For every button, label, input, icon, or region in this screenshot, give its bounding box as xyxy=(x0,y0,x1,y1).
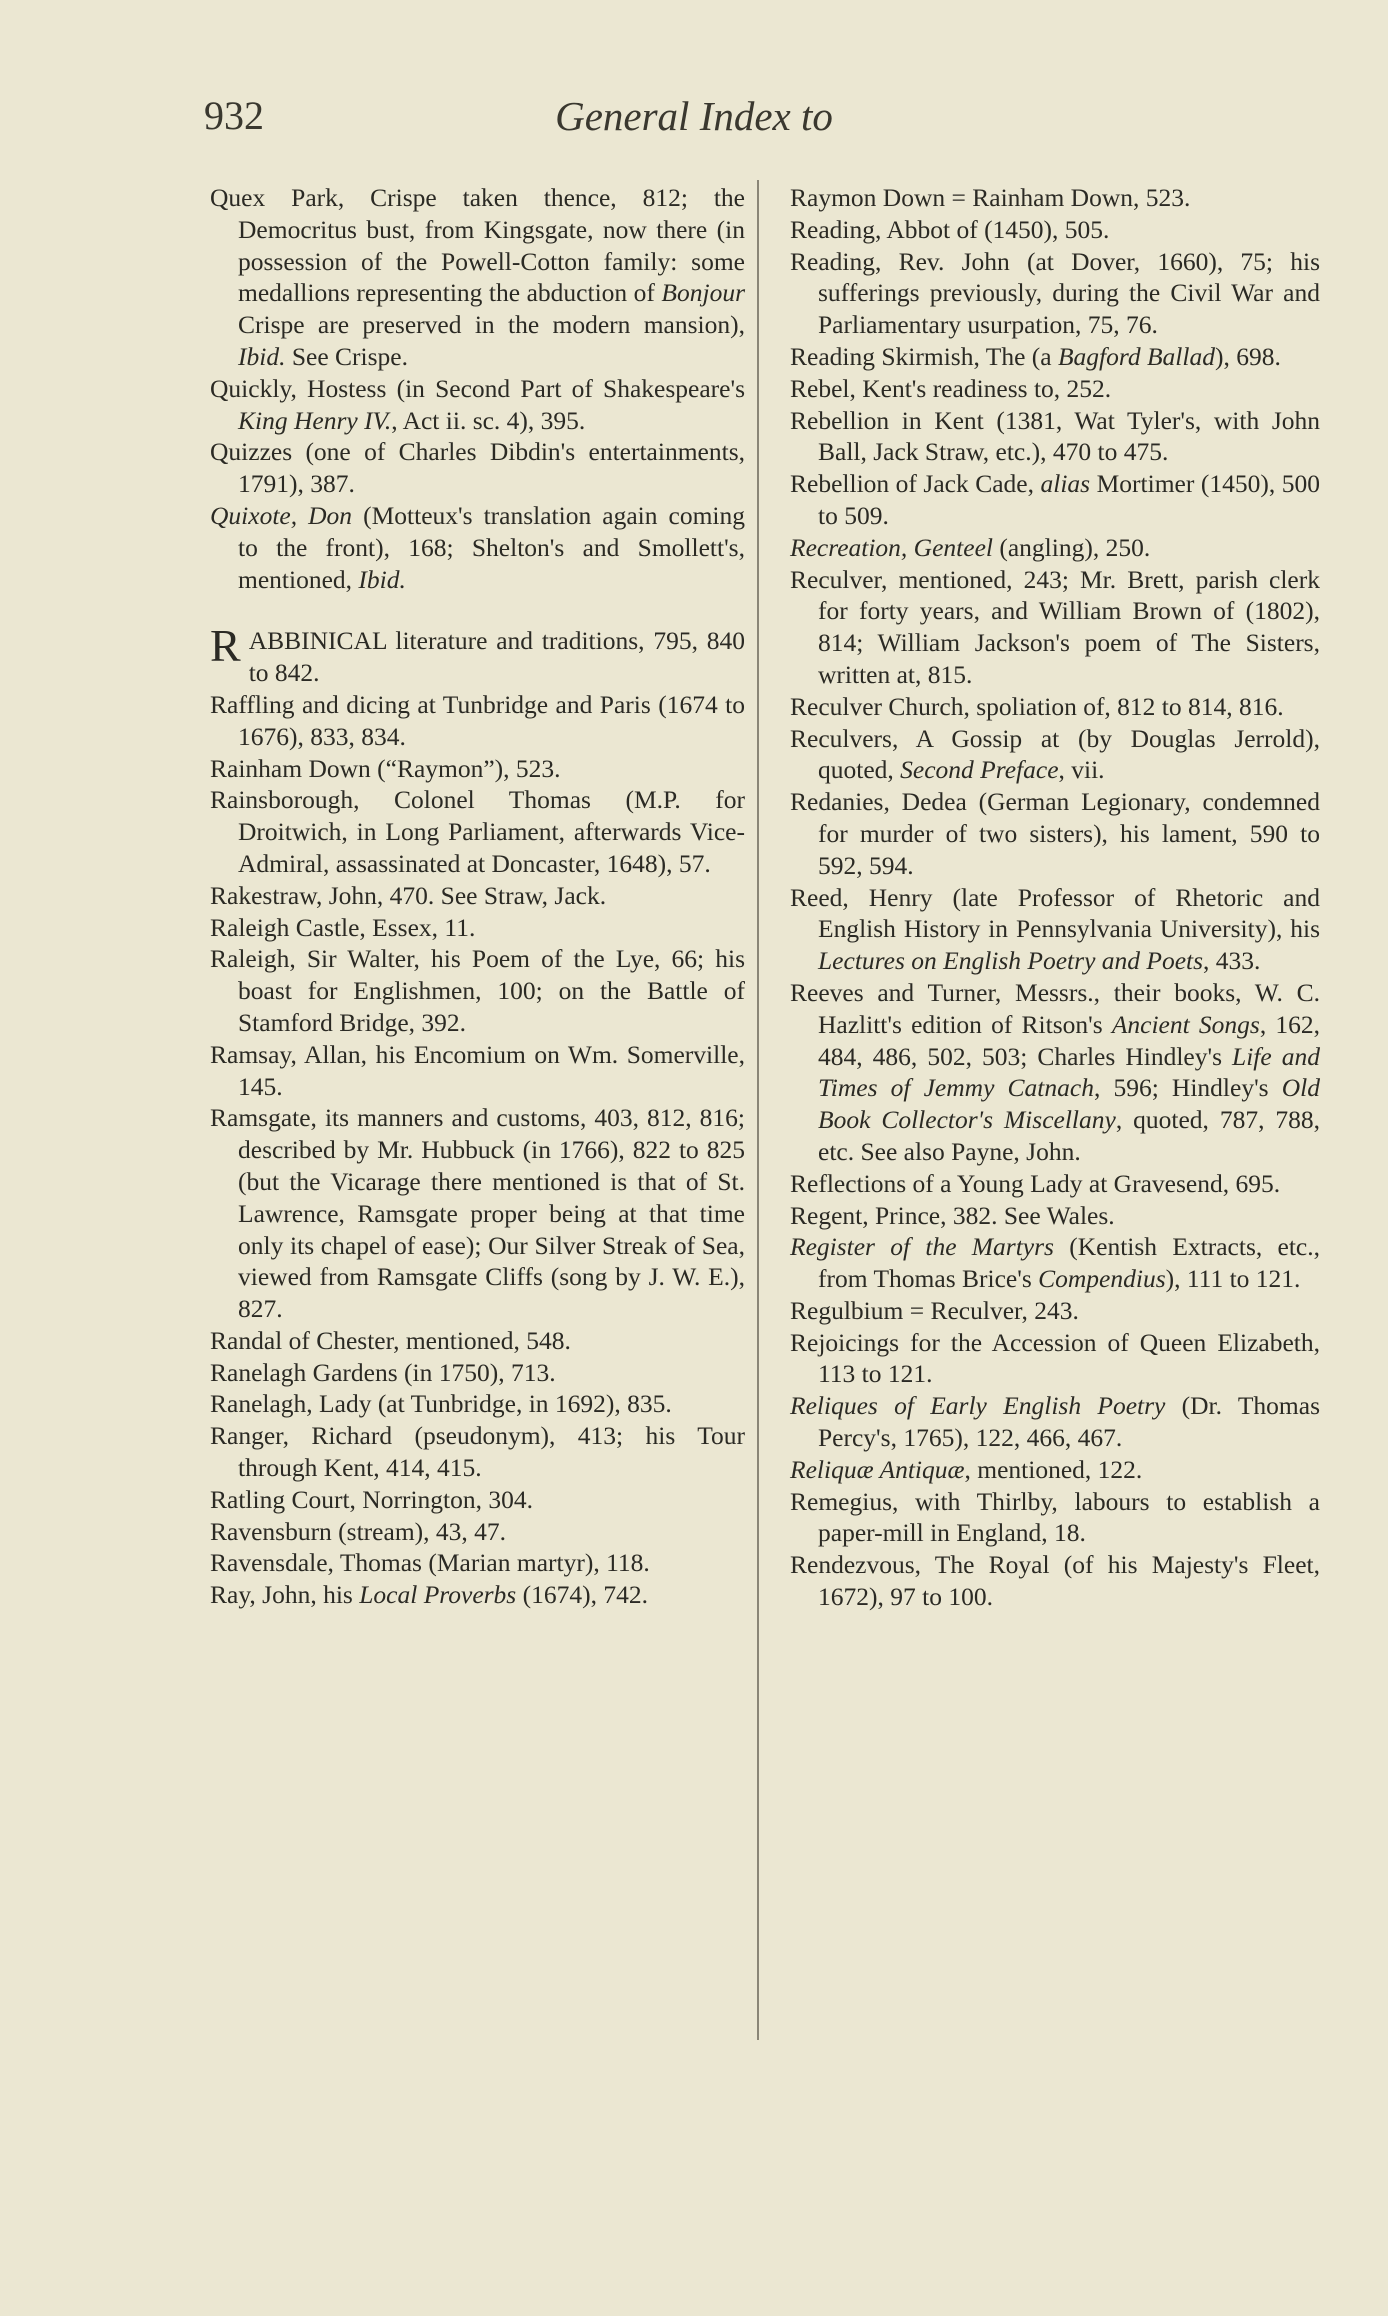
index-entry xyxy=(210,1325,745,1357)
index-entry xyxy=(210,943,745,1038)
entry-text: Reculver Church, spoliation of, 812 to 814, 816. xyxy=(790,691,1284,721)
entry-text: Regulbium = Reculver, 243. xyxy=(790,1295,1079,1325)
index-entry xyxy=(790,182,1320,214)
index-entry xyxy=(210,1039,745,1103)
entry-text: Mortimer (1450), 500 to 509. xyxy=(818,469,1320,530)
italic-title: Compendius xyxy=(1038,1264,1166,1294)
index-entry xyxy=(210,689,745,753)
index-entry xyxy=(790,532,1320,564)
entry-text: Raleigh, Sir Walter, his Poem of the Lye, 66; his boast for Englishmen, 100; on the Battle of Stamford Bridge, 392. xyxy=(210,944,745,1037)
entry-text: ), 698. xyxy=(1214,341,1281,371)
italic-title: Reliquæ Antiquæ xyxy=(790,1454,965,1484)
index-entry xyxy=(210,1388,745,1420)
index-entry xyxy=(790,977,1320,1168)
index-entry xyxy=(790,1168,1320,1200)
entry-text: (angling), 250. xyxy=(992,532,1151,562)
entry-text: Ramsgate, its manners and customs, 403, 812, 816; described by Mr. Hubbuck (in 1766), 822 to 825 (but the Vicarage there mentioned is that of St. Lawrence, Ramsgate proper being at that time only its chapel of ease); Our Silver Streak of Sea, viewed from Ramsgate Cliffs (song by J. W. E.), 827. xyxy=(210,1103,745,1324)
page-number: 932 xyxy=(204,93,264,138)
index-entry xyxy=(790,1231,1320,1295)
italic-title: King Henry IV. xyxy=(238,405,392,435)
index-column-left xyxy=(210,182,745,1611)
entry-text: Crispe are preserved in the modern mansion), xyxy=(238,310,745,340)
running-title: General Index to xyxy=(555,93,833,139)
index-entry xyxy=(210,500,745,595)
entry-text: Regent, Prince, 382. See Wales. xyxy=(790,1200,1115,1230)
entry-text: Raleigh Castle, Essex, 11. xyxy=(210,912,476,942)
entry-text: Reed, Henry (late Professor of Rhetoric and English History in Pennsylvania University), his xyxy=(790,882,1320,944)
entry-text: Ratling Court, Norrington, 304. xyxy=(210,1484,533,1514)
italic-title: Lectures on English Poetry and Poets xyxy=(818,946,1204,976)
italic-title: Register of the Martyrs xyxy=(790,1232,1054,1262)
entry-text: Reculvers, A Gossip at (by Douglas Jerrold), quoted, xyxy=(790,723,1320,785)
entry-text: Rebel, Kent's readiness to, 252. xyxy=(790,373,1112,403)
index-entry xyxy=(210,1484,745,1516)
index-entry xyxy=(790,564,1320,691)
entry-text: , mentioned, 122. xyxy=(964,1454,1143,1484)
index-entry xyxy=(210,1357,745,1389)
italic-title: Quixote, Don xyxy=(210,500,353,530)
entry-text: Rakestraw, John, 470. See Straw, Jack. xyxy=(210,880,607,910)
entry-text: Reading, Rev. John (at Dover, 1660), 75; his sufferings previously, during the Civil War and Parliamentary usurpation, 75, 76. xyxy=(790,246,1320,340)
entry-text: Raffling and dicing at Tunbridge and Paris (1674 to 1676), 833, 834. xyxy=(210,689,745,751)
entry-text: Ranger, Richard (pseudonym), 413; his Tour through Kent, 414, 415. xyxy=(210,1421,745,1483)
italic-title: Ibid. xyxy=(358,564,406,594)
italic-title: Bagford Ballad xyxy=(1057,341,1215,371)
entry-text: Redanies, Dedea (German Legionary, condemned for murder of two sisters), his lament, 590 to 592, 594. xyxy=(790,787,1320,880)
index-entry xyxy=(210,1102,745,1325)
index-column-right xyxy=(790,182,1320,1613)
entry-text: , Act ii. sc. 4), 395. xyxy=(391,405,586,435)
italic-title: Local Proverbs xyxy=(359,1580,517,1610)
index-entry xyxy=(210,784,745,879)
italic-title: Ibid. xyxy=(238,341,286,371)
entry-text: Reculver, mentioned, 243; Mr. Brett, parish clerk for forty years, and William Brown of (1802), 814; William Jackson's poem of The Sisters, written at, 815. xyxy=(790,564,1320,689)
entry-text: Rejoicings for the Accession of Queen Elizabeth, 113 to 121. xyxy=(790,1327,1320,1389)
entry-text: See Crispe. xyxy=(285,341,408,371)
entry-text: , 162, 484, 486, 502, 503; Charles Hindley's xyxy=(818,1009,1321,1071)
entry-text: Raymon Down = Rainham Down, 523. xyxy=(790,183,1191,212)
drop-cap-letter: R xyxy=(210,620,241,672)
entry-text: ABBINICAL literature and traditions, 795, 840 to 842. xyxy=(248,626,745,688)
index-entry xyxy=(210,182,745,373)
index-entry xyxy=(790,246,1320,341)
entry-text: Quizzes (one of Charles Dibdin's entertainments, 1791), 387. xyxy=(210,437,745,499)
page-header xyxy=(0,92,1388,152)
index-entry xyxy=(790,723,1320,787)
entry-text: Rainham Down (“Raymon”), 523. xyxy=(210,753,561,783)
entry-text: (Kentish Extracts, etc., from Thomas Brice's xyxy=(818,1232,1320,1294)
index-entry xyxy=(210,1516,745,1548)
index-entry xyxy=(210,1420,745,1484)
index-entry xyxy=(790,786,1320,881)
index-entry xyxy=(790,1454,1320,1486)
entry-text: , vii. xyxy=(1058,755,1105,785)
italic-title: Second Preface xyxy=(900,755,1059,785)
entry-text: Ray, John, his xyxy=(210,1580,360,1610)
entry-text: (1674), 742. xyxy=(516,1580,648,1610)
entry-text: Rebellion in Kent (1381, Wat Tyler's, with John Ball, Jack Straw, etc.), 470 to 475. xyxy=(790,405,1320,467)
index-entry xyxy=(210,753,745,785)
entry-text: (Dr. Thomas Percy's, 1765), 122, 466, 467. xyxy=(818,1391,1321,1453)
entry-text: Reading Skirmish, The (a xyxy=(790,341,1058,371)
entry-text: Reflections of a Young Lady at Gravesend, 695. xyxy=(790,1168,1281,1198)
entry-text: (Motteux's translation again coming to the front), 168; Shelton's and Smollett's, mentioned, xyxy=(238,500,745,594)
index-entry xyxy=(210,436,745,500)
index-entry xyxy=(210,912,745,944)
index-entry xyxy=(790,1549,1320,1613)
index-entry xyxy=(790,1200,1320,1232)
index-entry xyxy=(790,1390,1320,1454)
index-entry xyxy=(790,468,1320,532)
entry-text: Rebellion of Jack Cade, xyxy=(790,469,1041,499)
entry-text: Ravensburn (stream), 43, 47. xyxy=(210,1516,507,1546)
entry-text: Rainsborough, Colonel Thomas (M.P. for Droitwich, in Long Parliament, afterwards Vice-Admiral, assassinated at Doncaster, 1648), 57. xyxy=(210,785,745,878)
entry-text: Quex Park, Crispe taken thence, 812; the Democritus bust, from Kingsgate, now there (in possession of the Powell-Cotton family: some medallions representing the abduction of xyxy=(210,183,745,308)
index-entry xyxy=(210,1547,745,1579)
index-entry xyxy=(790,691,1320,723)
entry-text: Reading, Abbot of (1450), 505. xyxy=(790,214,1110,244)
entry-text: , quoted, 787, 788, etc. See also Payne, John. xyxy=(818,1105,1321,1166)
index-entry xyxy=(790,373,1320,405)
index-entry xyxy=(790,1486,1320,1550)
entry-text: Ranelagh Gardens (in 1750), 713. xyxy=(210,1357,556,1387)
index-entry xyxy=(790,1327,1320,1391)
entry-text: Quickly, Hostess (in Second Part of Shakespeare's xyxy=(210,373,745,403)
index-entry xyxy=(790,882,1320,977)
index-entry xyxy=(210,373,745,437)
index-entry xyxy=(210,880,745,912)
italic-title: Reliques of Early English Poetry xyxy=(790,1391,1166,1421)
entry-text: Ranelagh, Lady (at Tunbridge, in 1692), 835. xyxy=(210,1389,672,1419)
entry-text: Rendezvous, The Royal (of his Majesty's Fleet, 1672), 97 to 100. xyxy=(790,1550,1320,1612)
index-entry xyxy=(210,620,745,689)
index-entry xyxy=(790,1295,1320,1327)
italic-title: Ancient Songs xyxy=(1111,1009,1260,1039)
index-entry xyxy=(790,214,1320,246)
italic-title: Old Book Collector's Miscellany xyxy=(818,1073,1320,1135)
index-entry xyxy=(210,1579,745,1611)
index-entry xyxy=(790,341,1320,373)
italic-title: Recreation, Genteel xyxy=(790,532,993,562)
index-entry xyxy=(790,405,1320,469)
entry-text: ), 111 to 121. xyxy=(1165,1264,1301,1294)
entry-text: Reeves and Turner, Messrs., their books, W. C. Hazlitt's edition of Ritson's xyxy=(790,977,1320,1039)
italic-title: alias xyxy=(1040,469,1091,499)
italic-title: Bonjour xyxy=(661,278,745,308)
column-divider xyxy=(757,180,759,2040)
entry-text: Randal of Chester, mentioned, 548. xyxy=(210,1325,571,1355)
entry-text: Ramsay, Allan, his Encomium on Wm. Somerville, 145. xyxy=(210,1039,745,1101)
entry-text: Remegius, with Thirlby, labours to establish a paper-mill in England, 18. xyxy=(790,1486,1320,1548)
entry-text: , 433. xyxy=(1203,946,1261,976)
entry-text: Ravensdale, Thomas (Marian martyr), 118. xyxy=(210,1548,650,1578)
italic-title: Life and Times of Jemmy Catnach xyxy=(818,1041,1320,1103)
entry-text: , 596; Hindley's xyxy=(1093,1073,1282,1103)
